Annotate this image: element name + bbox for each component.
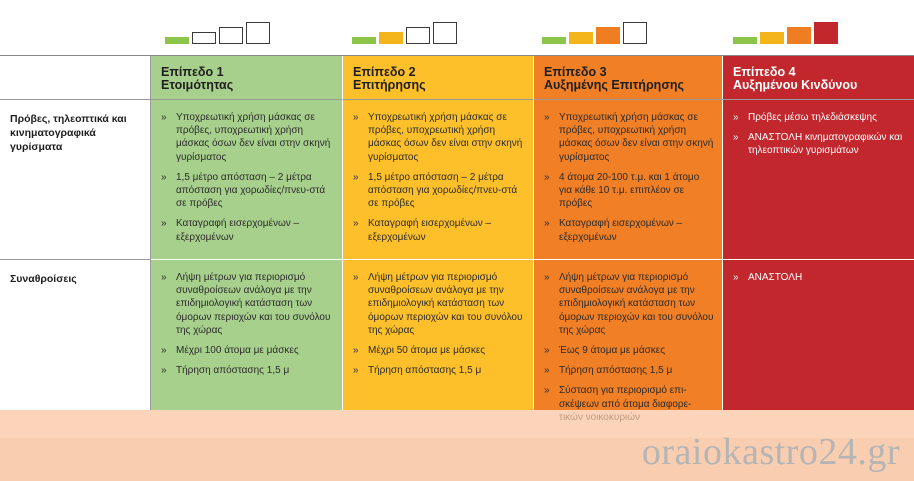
row-label: Πρόβες, τηλεοπτικά και κινηματογραφικά γυρίσματα — [10, 113, 127, 153]
measure-item: » Καταγραφή εισερχομένων – εξερχομένων — [353, 217, 525, 243]
measure-list — [544, 271, 714, 431]
indicator-bar — [760, 32, 784, 44]
indicator-bar — [165, 37, 189, 44]
column-header-level-2 — [343, 56, 534, 100]
header-row — [0, 56, 914, 100]
indicator-bar — [379, 32, 403, 44]
measure-list — [733, 271, 906, 291]
measure-item: » 1,5 μέτρο απόσταση – 2 μέτρα απόσταση για χορωδίες/πνευ-στά σε πρόβες — [353, 171, 525, 211]
measure-item: » Υποχρεωτική χρήση μάσκας σε πρόβες, υποχρεωτική χρήση μάσκας όσων δεν είναι στην σκηνή γυρίσματος — [544, 111, 714, 164]
indicator-bar — [623, 22, 647, 44]
table-row — [0, 100, 914, 260]
table-cell — [534, 100, 723, 260]
indicator-bar — [542, 37, 566, 44]
column-header-level-3 — [534, 56, 723, 100]
table-cell — [343, 260, 534, 410]
measure-item: » Μέχρι 50 άτομα με μάσκες — [353, 344, 525, 357]
table-cell — [723, 260, 914, 410]
measure-item: » Καταγραφή εισερχομένων – εξερχομένων — [544, 217, 714, 243]
measure-item: » 1,5 μέτρο απόσταση – 2 μέτρα απόσταση για χορωδίες/πνευ-στά σε πρόβες — [161, 171, 334, 211]
table-cell — [151, 260, 343, 410]
measure-list — [544, 111, 714, 251]
indicator-bar — [246, 22, 270, 44]
row-header — [0, 100, 151, 260]
measure-item: » Τήρηση απόστασης 1,5 μ — [161, 364, 334, 377]
row-label: Συναθροίσεις — [10, 273, 77, 285]
table-cell — [151, 100, 343, 260]
indicator-bar — [219, 27, 243, 44]
level-1-indicator-icon — [165, 16, 270, 44]
measure-item: » Έως 9 άτομα με μάσκες — [544, 344, 714, 357]
measure-list — [353, 271, 525, 384]
measure-item: » Λήψη μέτρων για περιορισμό συναθροίσεων ανάλογα με την επιδημιολογική κατάσταση των όμορων περιοχών και του συνόλου της χώρας — [353, 271, 525, 337]
column-title: Επίπεδο 1 Ετοιμότητας — [161, 65, 234, 92]
measure-item: » 4 άτομα 20-100 τ.μ. και 1 άτομο για κάθε 10 τ.μ. επιπλέον σε πρόβες — [544, 171, 714, 211]
level-3-indicator-icon — [542, 16, 647, 44]
measure-item: » Υποχρεωτική χρήση μάσκας σε πρόβες, υποχρεωτική χρήση μάσκας όσων δεν είναι στην σκηνή γυρίσματος — [353, 111, 525, 164]
row-header — [0, 260, 151, 410]
measure-item: » Τήρηση απόστασης 1,5 μ — [353, 364, 525, 377]
column-header-level-1 — [151, 56, 343, 100]
table-cell — [723, 100, 914, 260]
table-row — [0, 260, 914, 410]
measure-item: » Υποχρεωτική χρήση μάσκας σε πρόβες, υποχρεωτική χρήση μάσκας όσων δεν είναι στην σκηνή γυρίσματος — [161, 111, 334, 164]
measure-item: » Λήψη μέτρων για περιορισμό συναθροίσεων ανάλογα με την επιδημιολογική κατάσταση των όμορων περιοχών και του συνόλου της χώρας — [161, 271, 334, 337]
corner-cell — [0, 56, 151, 100]
level-2-indicator-icon — [352, 16, 457, 44]
measure-item: » ΑΝΑΣΤΟΛΗ κινηματογραφικών και τηλεοπτικών γυρισμάτων — [733, 131, 906, 157]
indicator-bar — [352, 37, 376, 44]
measure-list — [161, 271, 334, 384]
column-title: Επίπεδο 3 Αυξημένης Επιτήρησης — [544, 65, 685, 92]
table-cell — [343, 100, 534, 260]
level-4-indicator-icon — [733, 16, 838, 44]
indicator-bar — [596, 27, 620, 44]
measure-item: » Πρόβες μέσω τηλεδιάσκεψης — [733, 111, 906, 124]
column-title: Επίπεδο 4 Αυξημένου Κινδύνου — [733, 65, 858, 92]
measure-item: » Λήψη μέτρων για περιορισμό συναθροίσεων ανάλογα με την επιδημιολογική κατάσταση των όμορων περιοχών και του συνόλου της χώρας — [544, 271, 714, 337]
watermark: oraiokastro24.gr — [641, 431, 900, 473]
measures-table — [0, 56, 914, 410]
measure-list — [353, 111, 525, 251]
measure-item: » ΑΝΑΣΤΟΛΗ — [733, 271, 906, 284]
measure-item: » Σύσταση για περιορισμό επι-σκέψεων από άτομα διαφορε- — [544, 384, 714, 424]
indicator-bar — [733, 37, 757, 44]
indicator-bar — [569, 32, 593, 44]
level-indicators — [0, 0, 914, 56]
indicator-bar — [814, 22, 838, 44]
column-header-level-4 — [723, 56, 914, 100]
table-cell — [534, 260, 723, 410]
indicator-bar — [433, 22, 457, 44]
measure-item: » Τήρηση απόστασης 1,5 μ — [544, 364, 714, 377]
measure-item: » Μέχρι 100 άτομα με μάσκες — [161, 344, 334, 357]
column-title: Επίπεδο 2 Επιτήρησης — [353, 65, 426, 92]
measure-list — [161, 111, 334, 251]
measure-item: » Καταγραφή εισερχομένων – εξερχομένων — [161, 217, 334, 243]
indicator-bar — [406, 27, 430, 44]
indicator-bar — [192, 32, 216, 44]
indicator-bar — [787, 27, 811, 44]
measure-list — [733, 111, 906, 165]
